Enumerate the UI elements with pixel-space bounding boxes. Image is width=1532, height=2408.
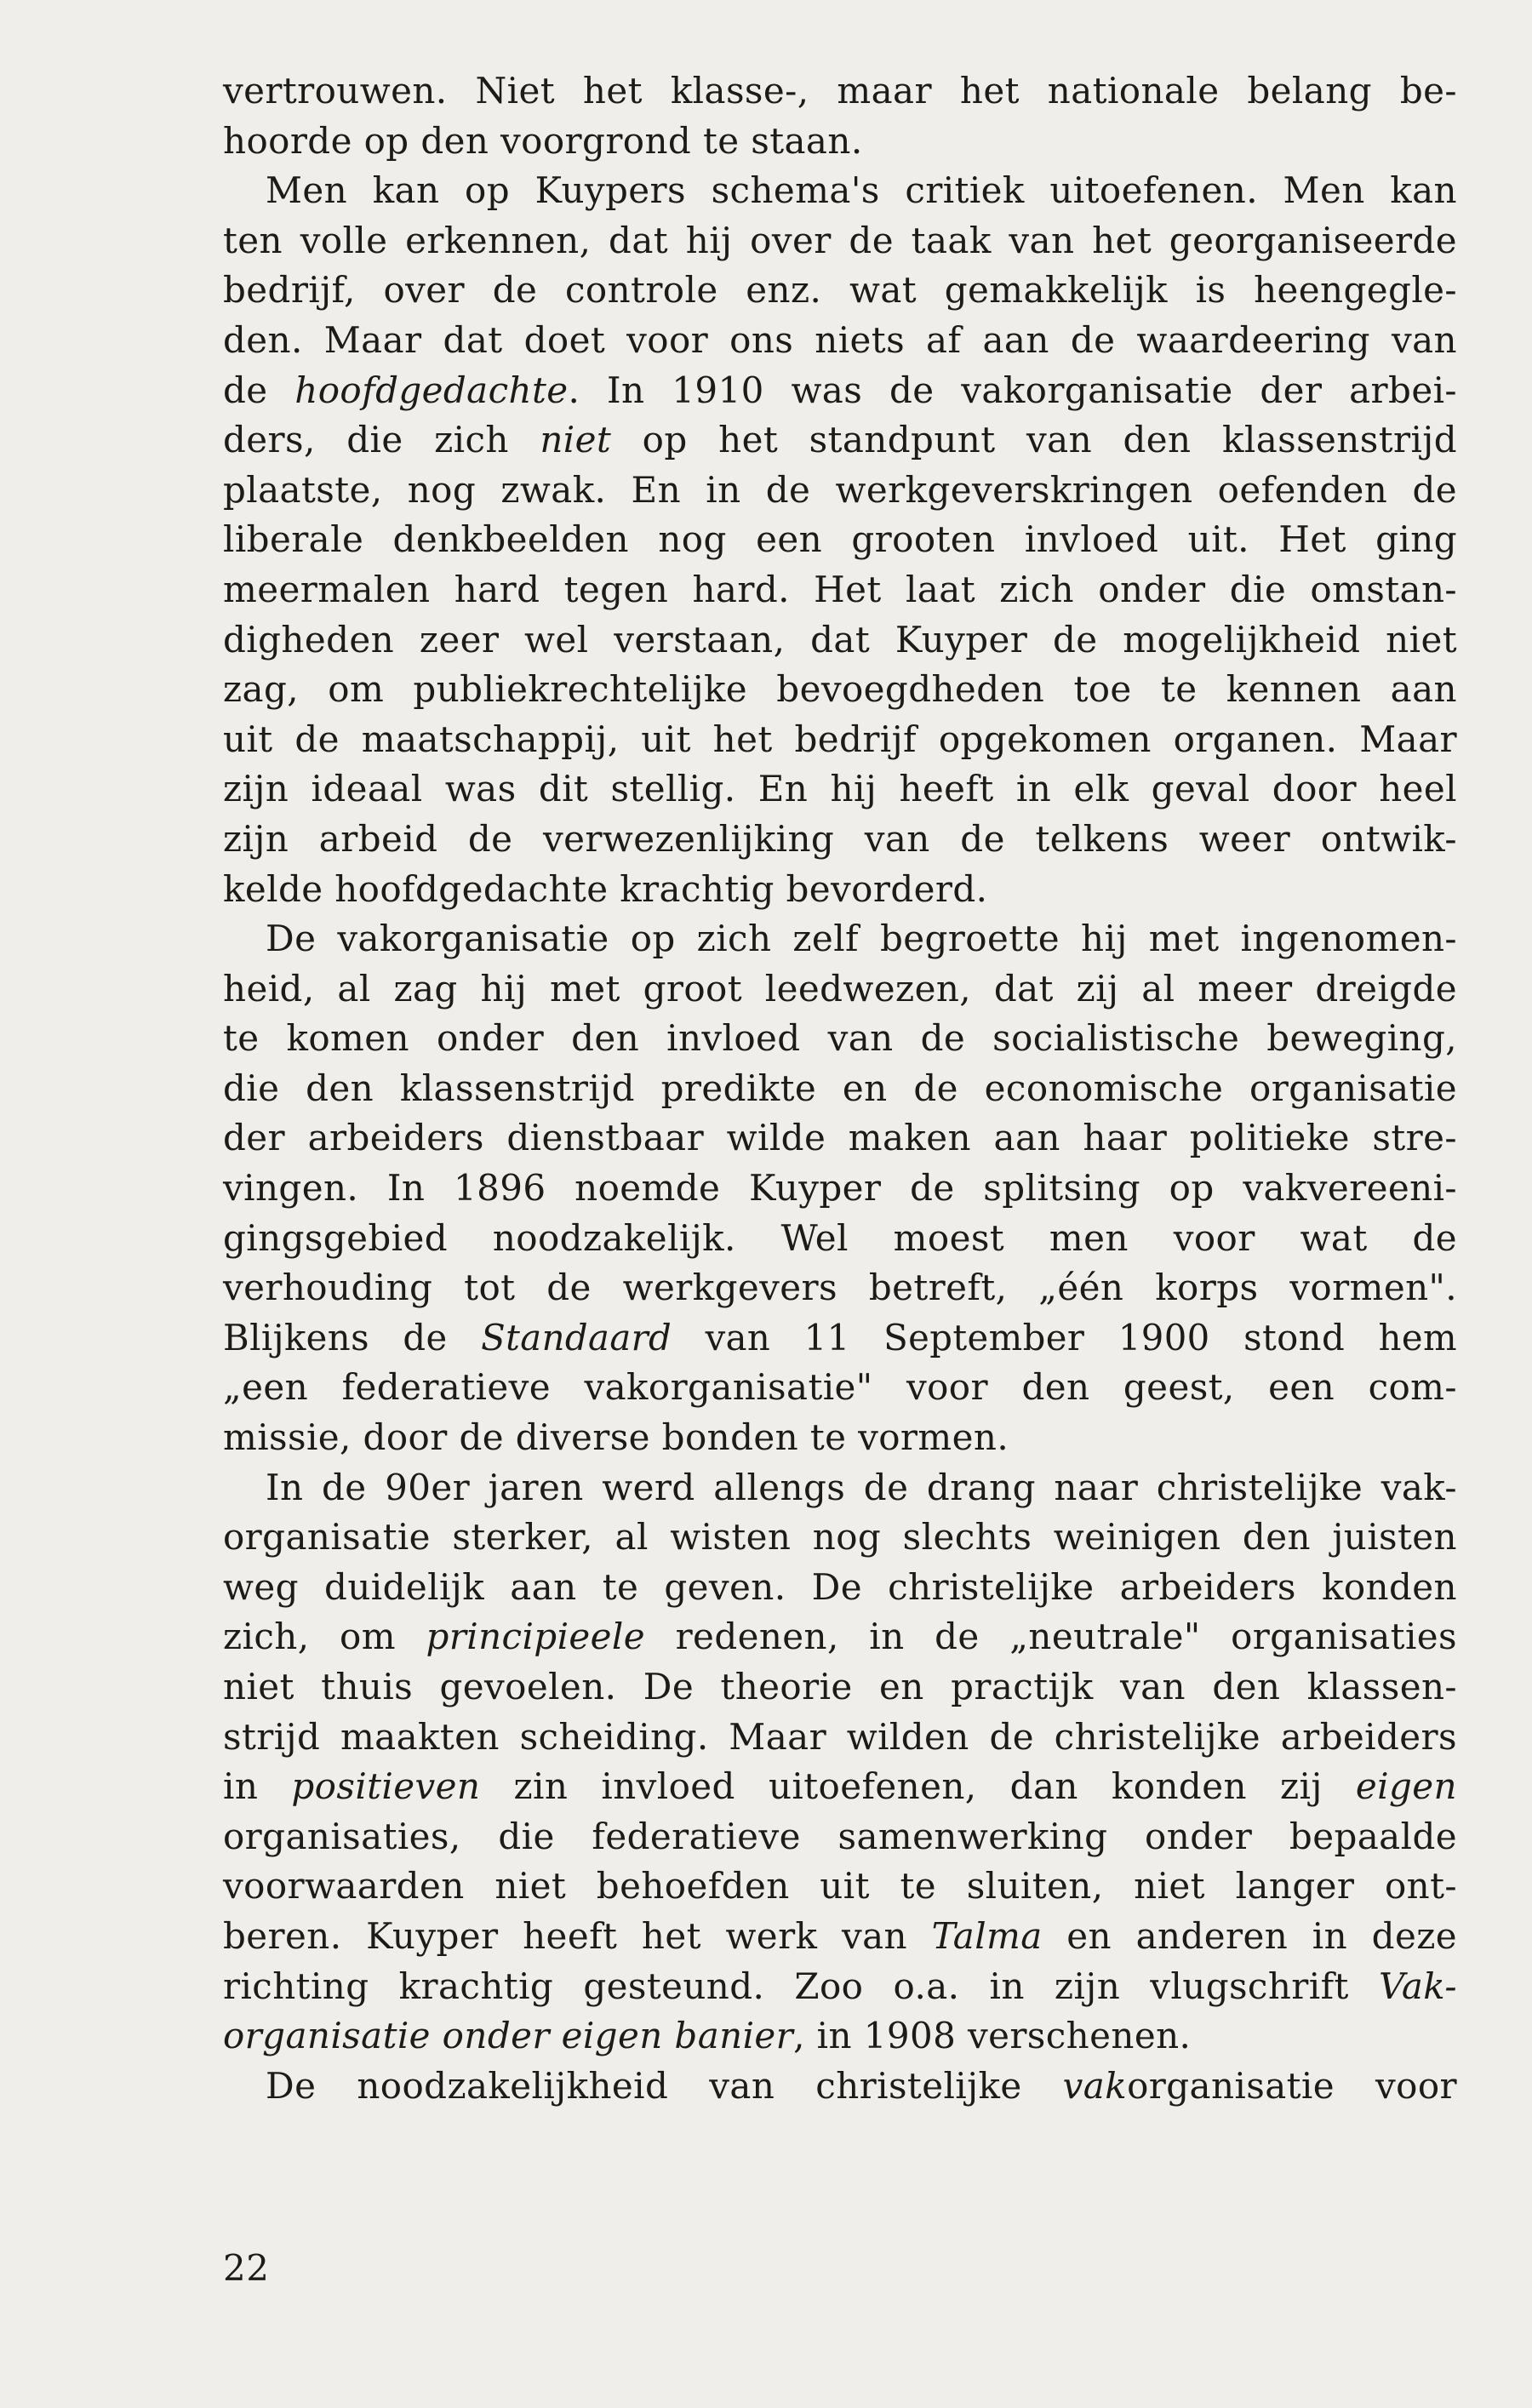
text-line	[223, 216, 1457, 266]
text-line	[223, 166, 1457, 216]
italic-text: Talma	[931, 1914, 1043, 1957]
text-line	[223, 1064, 1457, 1114]
text-line	[223, 515, 1457, 565]
text-segment: de	[223, 369, 295, 411]
text-segment: Blijkens de	[223, 1316, 482, 1358]
page-number: 22	[223, 2247, 270, 2289]
text-line	[223, 1363, 1457, 1413]
text-segment: In de 90er jaren werd allengs de drang naar christelijke vak-	[266, 1466, 1457, 1508]
text-segment: . In 1910 was de vakorganisatie der arbei-	[568, 369, 1457, 411]
text-line	[223, 316, 1457, 366]
text-segment: weg duidelijk aan te geven. De christelijke arbeiders konden	[223, 1565, 1457, 1608]
text-line	[223, 2011, 1457, 2062]
italic-text: vak	[1062, 2064, 1128, 2107]
text-segment: zag, om publiekrechtelijke bevoegdheden toe te kennen aan	[223, 668, 1457, 711]
text-segment: ten volle erkennen, dat hij over de taak van het georganiseerde	[223, 219, 1457, 261]
text-line	[223, 615, 1457, 666]
italic-text: positieven	[291, 1765, 481, 1808]
text-segment: gingsgebied noodzakelijk. Wel moest men voor wat de	[223, 1216, 1457, 1259]
italic-text: niet	[540, 419, 612, 461]
text-line	[223, 1612, 1457, 1662]
text-line	[223, 1862, 1457, 1912]
text-segment: , in 1908 verschenen.	[793, 2015, 1192, 2057]
paragraph	[223, 1463, 1457, 2062]
text-line	[223, 466, 1457, 516]
text-segment: bedrijf, over de controle enz. wat gemakkelijk is heengegle-	[223, 269, 1457, 312]
text-line	[223, 1713, 1457, 1763]
text-segment: op het standpunt van den klassenstrijd	[611, 419, 1457, 461]
text-segment: organisatie sterker, al wisten nog slechts weinigen den juisten	[223, 1516, 1457, 1559]
text-segment: richting krachtig gesteund. Zoo o.a. in zijn vlugschrift	[223, 1965, 1379, 2007]
italic-text: eigen	[1355, 1765, 1457, 1808]
text-line	[223, 1662, 1457, 1713]
text-segment: zijn ideaal was dit stellig. En hij heeft in elk geval door heel	[223, 768, 1457, 810]
text-segment: hoorde op den voorgrond te staan.	[223, 119, 863, 162]
text-segment: De vakorganisatie op zich zelf begroette hij met ingenomen-	[266, 918, 1457, 960]
text-line	[223, 1812, 1457, 1862]
text-line	[223, 1113, 1457, 1164]
text-line	[223, 1413, 1457, 1463]
italic-text: organisatie onder eigen banier	[223, 2015, 794, 2057]
text-line	[223, 1563, 1457, 1613]
text-segment: voorwaarden niet behoefden uit te sluiten, niet langer ont-	[223, 1865, 1457, 1908]
text-segment: strijd maakten scheiding. Maar wilden de christelijke arbeiders	[223, 1715, 1457, 1758]
text-segment: kelde hoofdgedachte krachtig bevorderd.	[223, 867, 988, 910]
italic-text: hoofdgedachte	[294, 369, 569, 411]
text-line	[223, 715, 1457, 765]
text-segment: beren. Kuyper heeft het werk van	[223, 1914, 932, 1957]
text-segment: „een federatieve vakorganisatie" voor den geest, een com-	[223, 1366, 1457, 1409]
text-line	[223, 964, 1457, 1015]
text-line	[223, 1513, 1457, 1563]
text-segment: zijn arbeid de verwezenlijking van de telkens weer ontwik-	[223, 817, 1457, 860]
text-segment: verhouding tot de werkgevers betreft, „één korps vormen".	[223, 1267, 1457, 1309]
body-text	[223, 66, 1457, 2111]
text-segment: in	[223, 1765, 292, 1808]
text-line	[223, 914, 1457, 964]
text-line	[223, 266, 1457, 316]
text-line	[223, 1912, 1457, 1962]
text-segment: zin invloed uitoefenen, dan konden zij	[480, 1765, 1356, 1808]
text-line	[223, 415, 1457, 466]
text-segment: van 11 September 1900 stond hem	[672, 1316, 1457, 1358]
paragraph	[223, 166, 1457, 914]
text-segment: den. Maar dat doet voor ons niets af aan de waardeering van	[223, 318, 1457, 361]
paragraph	[223, 914, 1457, 1463]
italic-text: Vak-	[1378, 1965, 1457, 2007]
text-segment: uit de maatschappij, uit het bedrijf opgekomen organen. Maar	[223, 718, 1457, 760]
text-line	[223, 66, 1457, 117]
text-segment: Men kan op Kuypers schema's critiek uitoefenen. Men kan	[266, 169, 1457, 212]
text-segment: missie, door de diverse bonden te vormen.	[223, 1416, 1009, 1459]
text-line	[223, 117, 1457, 167]
text-line	[223, 865, 1457, 915]
text-line	[223, 1463, 1457, 1513]
paragraph	[223, 2062, 1457, 2112]
text-segment: der arbeiders dienstbaar wilde maken aan haar politieke stre-	[223, 1117, 1457, 1159]
paragraph	[223, 66, 1457, 166]
text-segment: liberale denkbeelden nog een grooten invloed uit. Het ging	[223, 518, 1457, 561]
text-segment: digheden zeer wel verstaan, dat Kuyper de mogelijkheid niet	[223, 618, 1457, 661]
text-segment: niet thuis gevoelen. De theorie en practijk van den klassen-	[223, 1666, 1457, 1707]
text-line	[223, 1014, 1457, 1064]
text-segment: plaatste, nog zwak. En in de werkgeverskringen oefenden de	[223, 468, 1457, 511]
italic-text: principieele	[426, 1616, 646, 1658]
text-line	[223, 1962, 1457, 2012]
text-line	[223, 1313, 1457, 1364]
text-segment: en anderen in deze	[1042, 1914, 1457, 1957]
text-segment: meermalen hard tegen hard. Het laat zich onder die omstan-	[223, 568, 1457, 610]
text-segment: zich, om	[223, 1616, 426, 1658]
text-segment: te komen onder den invloed van de socialistische beweging,	[223, 1017, 1457, 1060]
text-line	[223, 1263, 1457, 1313]
text-line	[223, 1164, 1457, 1214]
text-segment: De noodzakelijkheid van christelijke	[266, 2064, 1063, 2107]
text-line	[223, 764, 1457, 815]
text-line	[223, 2062, 1457, 2112]
text-segment: ders, die zich	[223, 419, 540, 461]
text-segment: organisaties, die federatieve samenwerking onder bepaalde	[223, 1815, 1457, 1857]
text-line	[223, 1214, 1457, 1264]
text-line	[223, 665, 1457, 715]
text-line	[223, 1762, 1457, 1812]
text-segment: vingen. In 1896 noemde Kuyper de splitsing op vakvereeni-	[223, 1167, 1457, 1210]
text-line	[223, 366, 1457, 416]
text-line	[223, 565, 1457, 615]
text-line	[223, 815, 1457, 865]
text-segment: vertrouwen. Niet het klasse-, maar het nationale belang be-	[223, 70, 1457, 112]
italic-text: Standaard	[481, 1316, 672, 1358]
text-segment: organisatie voor	[1127, 2064, 1457, 2107]
text-segment: die den klassenstrijd predikte en de economische organisatie	[223, 1067, 1457, 1109]
text-segment: heid, al zag hij met groot leedwezen, dat zij al meer dreigde	[223, 967, 1457, 1010]
text-segment: redenen, in de „neutrale" organisaties	[645, 1616, 1457, 1658]
